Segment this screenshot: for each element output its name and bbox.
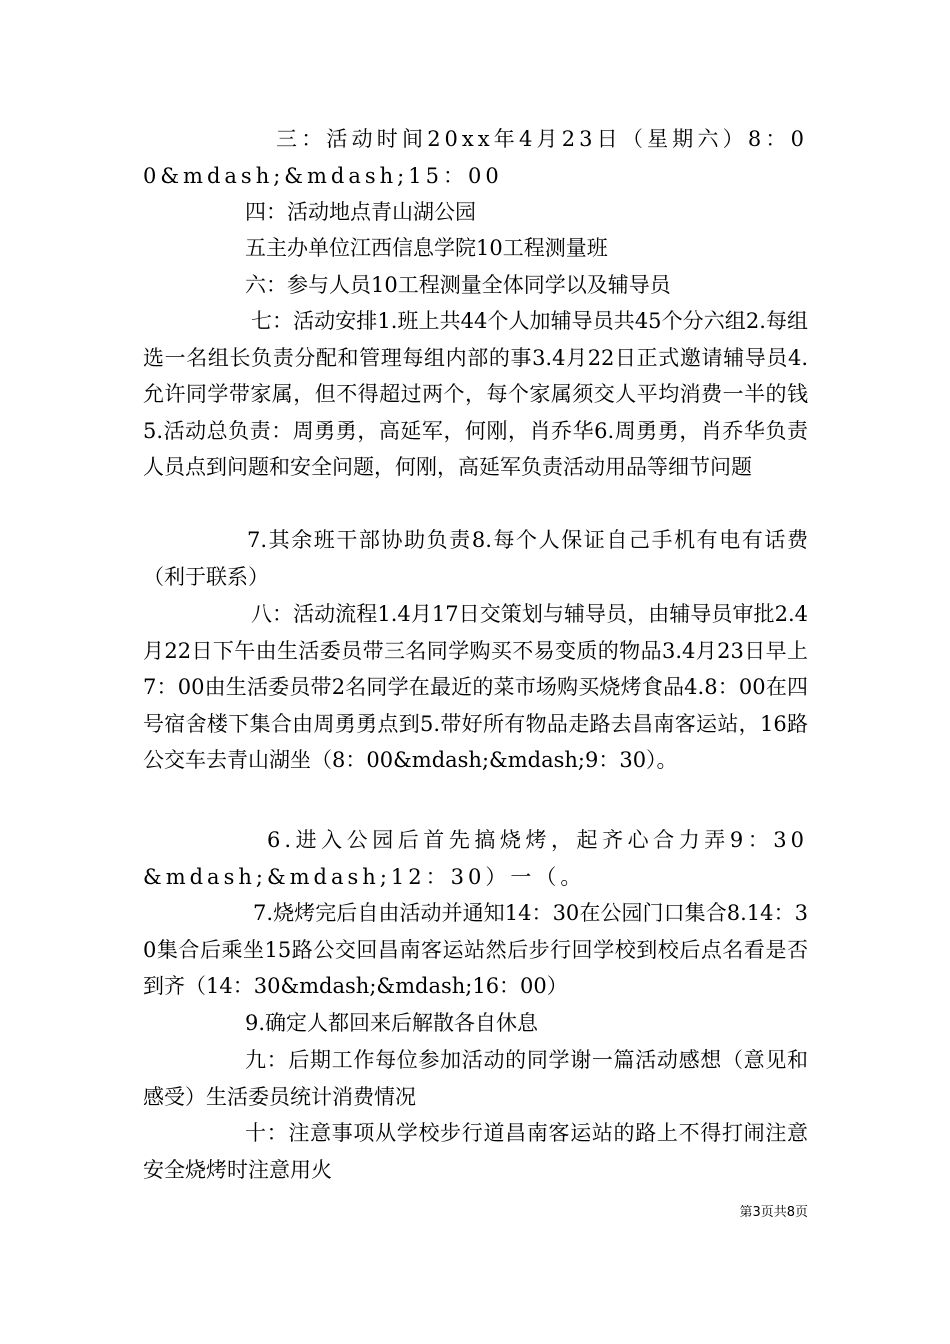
page-number-footer: 第3页共8页 bbox=[739, 1205, 808, 1220]
paragraph-activity-arrangement: 七：活动安排1.班上共44个人加辅导员共45个分六组2.每组选一名组长负责分配和管理每组内部的事3.4月22日正式邀请辅导员4.允许同学带家属，但不得超过两个，每个家属须交人平均消费一半的钱5.活动总负责：周勇勇，高延军，何刚，肖乔华6.周勇勇，肖乔华负责人员点到问题和安全问题，何刚，高延军负责活动用品等细节问题 bbox=[143, 309, 808, 479]
paragraph-process-dismiss: 9.确定人都回来后解散各自休息 bbox=[245, 1011, 539, 1035]
paragraph-participants: 六：参与人员10工程测量全体同学以及辅导员 bbox=[245, 273, 671, 297]
paragraph-followup-work: 九：后期工作每位参加活动的同学谢一篇活动感想（意见和感受）生活委员统计消费情况 bbox=[143, 1048, 808, 1109]
paragraph-process-bbq: 6.进入公园后首先搞烧烤，起齐心合力弄9：30&mdash;&mdash;12：30）一（。 bbox=[143, 828, 808, 889]
paragraph-activity-location: 四：活动地点青山湖公园 bbox=[245, 200, 476, 224]
paragraph-precautions: 十：注意事项从学校步行道昌南客运站的路上不得打闹注意安全烧烤时注意用火 bbox=[143, 1121, 808, 1182]
paragraph-process-return: 7.烧烤完后自由活动并通知14：30在公园门口集合8.14：30集合后乘坐15路公交回昌南客运站然后步行回学校到校后点名看是否到齐（14：30&mdash;&mdash;16：00） bbox=[143, 901, 808, 998]
paragraph-activity-process: 八：活动流程1.4月17日交策划与辅导员，由辅导员审批2.4月22日下午由生活委员带三名同学购买不易变质的物品3.4月23日早上7：00由生活委员带2名同学在最近的菜市场购买烧烤食品4.8：00在四号宿舍楼下集合由周勇勇点到5.带好所有物品走路去昌南客运站，16路公交车去青山湖坐（8：00&mdash;&mdash;9：30）。 bbox=[143, 602, 808, 772]
paragraph-arrangement-continued: 7.其余班干部协助负责8.每个人保证自己手机有电有话费（利于联系） bbox=[143, 528, 808, 589]
paragraph-organizer: 五主办单位江西信息学院10工程测量班 bbox=[245, 236, 608, 260]
paragraph-activity-time: 三：活动时间20xx年4月23日（星期六）8：00&mdash;&mdash;15：00 bbox=[143, 127, 808, 188]
